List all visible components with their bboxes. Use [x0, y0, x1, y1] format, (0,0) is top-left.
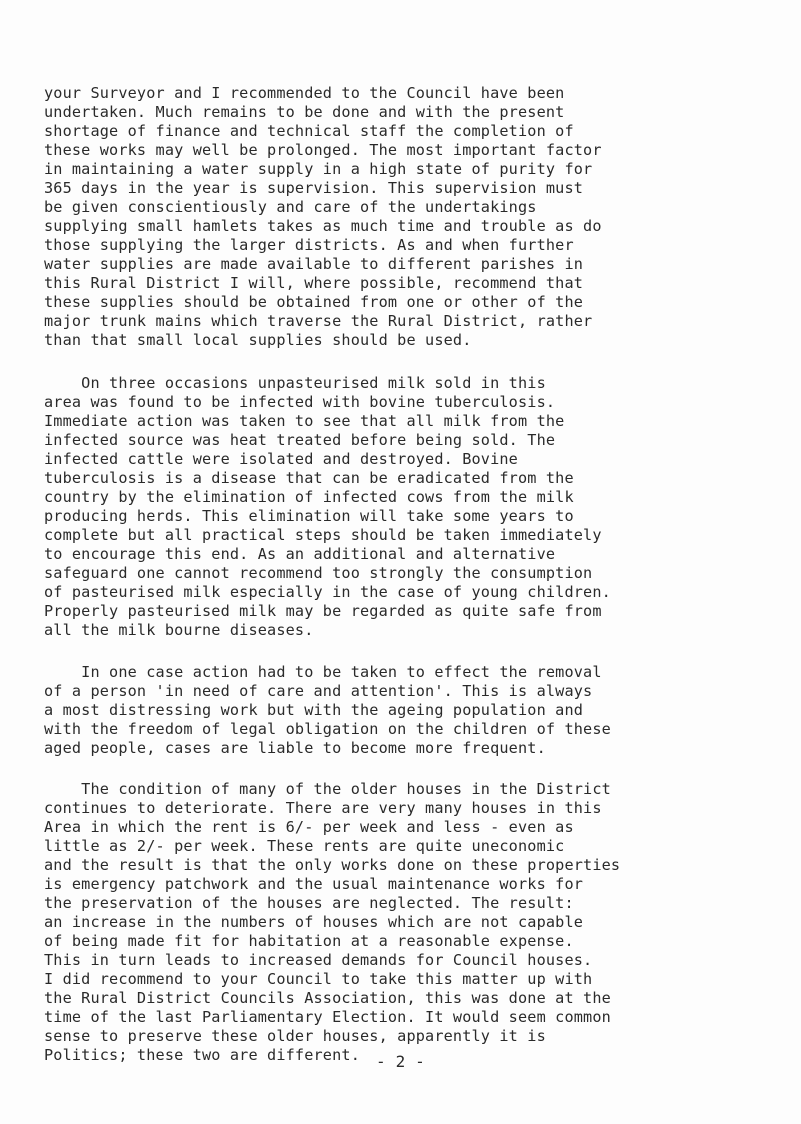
text-line: complete but all practical steps should be taken immediately — [44, 526, 602, 544]
text-line: continues to deteriorate. There are very many houses in this — [44, 799, 602, 817]
text-line: those supplying the larger districts. As and when further — [44, 236, 574, 254]
text-line: all the milk bourne diseases. — [44, 621, 314, 639]
text-line: aged people, cases are liable to become more frequent. — [44, 739, 546, 757]
text-line: The condition of many of the older houses in the District — [44, 780, 611, 798]
text-line: Area in which the rent is 6/- per week and less - even as — [44, 818, 574, 836]
text-line: Politics; these two are different. — [44, 1046, 360, 1064]
text-line: tuberculosis is a disease that can be eradicated from the — [44, 469, 574, 487]
text-line: safeguard one cannot recommend too strongly the consumption — [44, 564, 593, 582]
text-line: infected source was heat treated before being sold. The — [44, 431, 556, 449]
text-line: the Rural District Councils Association, this was done at the — [44, 989, 611, 1007]
text-line: I did recommend to your Council to take this matter up with — [44, 970, 593, 988]
text-line: this Rural District I will, where possible, recommend that — [44, 274, 584, 292]
text-line: of pasteurised milk especially in the case of young children. — [44, 583, 611, 601]
text-line: shortage of finance and technical staff the completion of — [44, 122, 574, 140]
text-line: undertaken. Much remains to be done and with the present — [44, 103, 565, 121]
text-line: in maintaining a water supply in a high state of purity for — [44, 160, 593, 178]
text-line: with the freedom of legal obligation on the children of these — [44, 720, 611, 738]
text-line: major trunk mains which traverse the Rural District, rather — [44, 312, 593, 330]
text-line: than that small local supplies should be used. — [44, 331, 472, 349]
text-line: Immediate action was taken to see that all milk from the — [44, 412, 565, 430]
text-line: Properly pasteurised milk may be regarded as quite safe from — [44, 602, 602, 620]
text-line: and the result is that the only works done on these properties — [44, 856, 621, 874]
text-line: country by the elimination of infected cows from the milk — [44, 488, 574, 506]
text-line: is emergency patchwork and the usual maintenance works for — [44, 875, 584, 893]
paragraph-care-and-attention — [44, 663, 784, 758]
text-line: 365 days in the year is supervision. This supervision must — [44, 179, 584, 197]
paragraph-water-supply — [44, 84, 784, 350]
text-line: supplying small hamlets takes as much time and trouble as do — [44, 217, 602, 235]
text-line: an increase in the numbers of houses which are not capable — [44, 913, 584, 931]
text-line: of a person 'in need of care and attention'. This is always — [44, 682, 593, 700]
text-line: time of the last Parliamentary Election. It would seem common — [44, 1008, 611, 1026]
text-line: these supplies should be obtained from one or other of the — [44, 293, 584, 311]
text-line: a most distressing work but with the ageing population and — [44, 701, 584, 719]
text-line: to encourage this end. As an additional and alternative — [44, 545, 556, 563]
paragraph-milk-tuberculosis — [44, 374, 784, 640]
text-line: producing herds. This elimination will take some years to — [44, 507, 574, 525]
page-number: - 2 - — [376, 1052, 425, 1071]
text-line: water supplies are made available to different parishes in — [44, 255, 584, 273]
text-line: these works may well be prolonged. The most important factor — [44, 141, 602, 159]
text-line: On three occasions unpasteurised milk sold in this — [44, 374, 546, 392]
text-line: In one case action had to be taken to effect the removal — [44, 663, 602, 681]
text-line: your Surveyor and I recommended to the Council have been — [44, 84, 565, 102]
text-line: area was found to be infected with bovine tuberculosis. — [44, 393, 556, 411]
text-line: the preservation of the houses are neglected. The result: — [44, 894, 574, 912]
text-line: of being made fit for habitation at a reasonable expense. — [44, 932, 574, 950]
text-line: infected cattle were isolated and destroyed. Bovine — [44, 450, 518, 468]
text-line: This in turn leads to increased demands for Council houses. — [44, 951, 593, 969]
text-line: little as 2/- per week. These rents are quite uneconomic — [44, 837, 565, 855]
paragraph-older-houses — [44, 780, 784, 1065]
text-line: be given conscientiously and care of the undertakings — [44, 198, 537, 216]
text-line: sense to preserve these older houses, apparently it is — [44, 1027, 546, 1045]
